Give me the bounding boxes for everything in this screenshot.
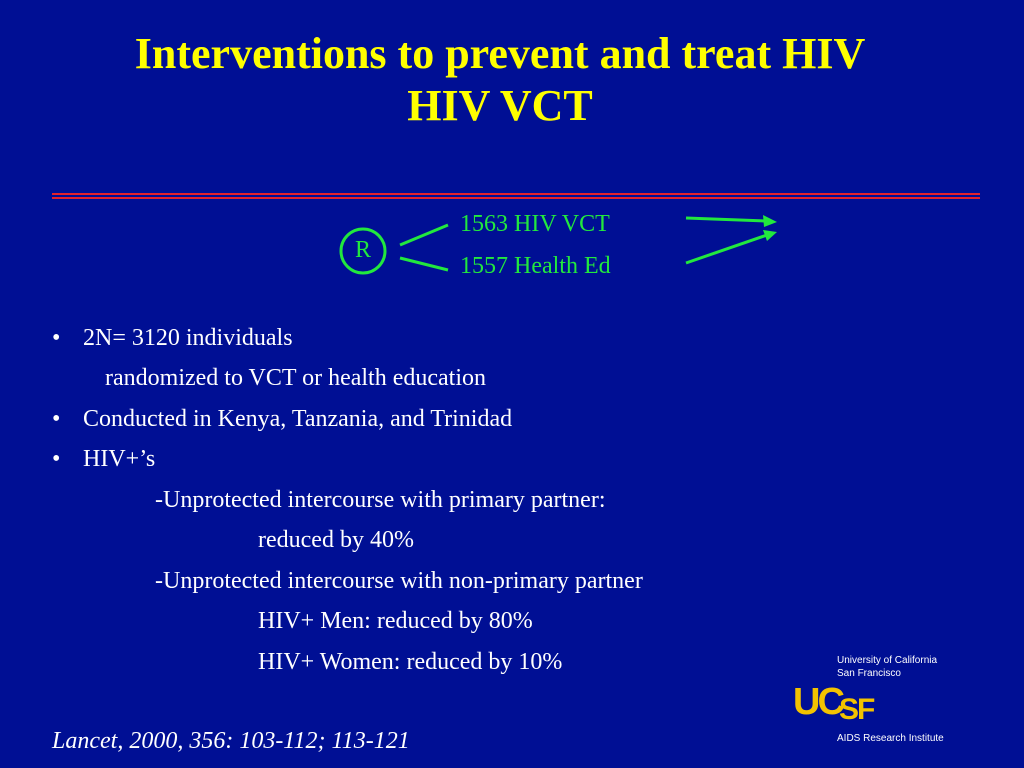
ucsf-logo [793, 653, 973, 753]
sub-item-men-result: HIV+ Men: reduced by 80% [258, 608, 533, 634]
sub-item-non-primary-partner: -Unprotected intercourse with non-primary partner [155, 568, 643, 594]
title-line-1: Interventions to prevent and treat HIV [134, 29, 866, 78]
bullet-hiv-positive: HIV+’s [83, 446, 156, 472]
logo-mark-uc: UC [793, 681, 842, 723]
arrow-lower-head [763, 230, 777, 241]
randomization-label: R [354, 237, 371, 263]
arrow-upper-line [686, 218, 766, 221]
branch-line-upper [400, 225, 448, 245]
bullet-marker: • [52, 325, 61, 351]
citation: Lancet, 2000, 356: 103-112; 113-121 [52, 728, 410, 754]
arm-health-ed-label: 1557 Health Ed [460, 253, 611, 279]
branch-line-lower [400, 258, 448, 270]
bullet-sample-size-continued: randomized to VCT or health education [105, 365, 487, 391]
arrow-lower-line [686, 235, 767, 263]
bullet-locations: Conducted in Kenya, Tanzania, and Trinidad [83, 406, 513, 432]
title-line-2: HIV VCT [407, 81, 593, 130]
arrow-upper-head [763, 215, 777, 227]
logo-mark-sf: SF [839, 693, 874, 726]
bullet-sample-size: 2N= 3120 individuals [83, 325, 293, 351]
sub-item-women-result: HIV+ Women: reduced by 10% [258, 649, 563, 675]
logo-university-name: University of California [837, 655, 938, 666]
logo-campus-name: San Francisco [837, 668, 901, 679]
bullet-marker: • [52, 446, 61, 472]
sub-item-primary-partner: -Unprotected intercourse with primary partner: [155, 487, 606, 513]
bullet-marker: • [52, 406, 61, 432]
arm-vct-label: 1563 HIV VCT [460, 211, 610, 237]
logo-institute-name: AIDS Research Institute [837, 733, 944, 744]
sub-item-primary-partner-result: reduced by 40% [258, 527, 414, 553]
